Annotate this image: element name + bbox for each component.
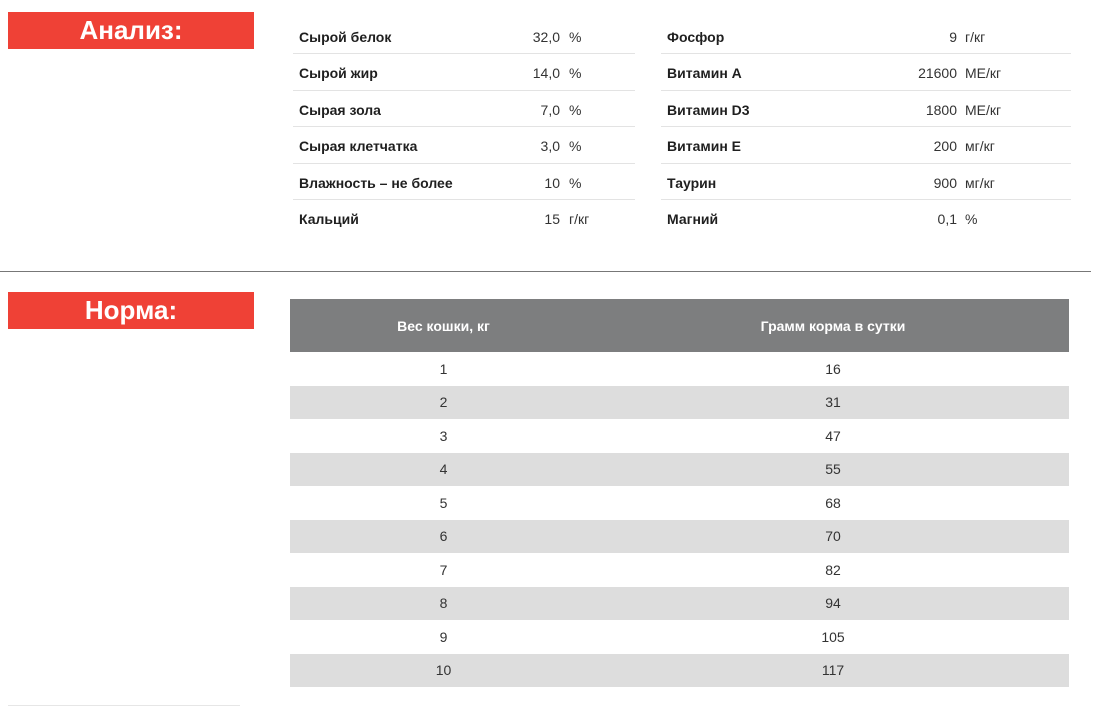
cat-weight-cell: 9 [290, 620, 597, 654]
analysis-name: Витамин E [667, 138, 742, 155]
analysis-value: 21600 [918, 65, 957, 82]
bottom-rule [8, 705, 240, 706]
analysis-right-column [661, 18, 1071, 236]
analysis-value: 14,0 [532, 65, 560, 82]
table-row [290, 486, 1069, 520]
table-header-row [290, 299, 1069, 352]
grams-per-day-cell: 82 [597, 553, 1069, 587]
analysis-value: 7,0 [540, 101, 560, 118]
grams-per-day-cell: 47 [597, 419, 1069, 453]
analysis-name: Сырой жир [299, 65, 378, 82]
analysis-value: 200 [933, 138, 957, 155]
header-grams-per-day: Грамм корма в сутки [597, 299, 1069, 352]
analysis-row [293, 164, 635, 200]
analysis-value: 1800 [925, 101, 957, 118]
analysis-name: Кальций [299, 210, 359, 227]
analysis-value: 0,1 [937, 210, 957, 227]
cat-weight-cell: 4 [290, 453, 597, 487]
analysis-unit: % [569, 29, 582, 45]
table-row [290, 520, 1069, 554]
grams-per-day-cell: 70 [597, 520, 1069, 554]
analysis-unit: мг/кг [965, 138, 995, 155]
analysis-left-column [293, 18, 635, 236]
analysis-row [661, 164, 1071, 200]
analysis-name: Влажность – не более [299, 174, 453, 191]
analysis-value: 15 [544, 210, 560, 227]
analysis-value: 32,0 [532, 29, 560, 45]
norm-section-title: Норма: [8, 292, 254, 329]
analysis-value: 10 [544, 174, 560, 191]
cat-weight-cell: 2 [290, 386, 597, 420]
analysis-row [661, 91, 1071, 127]
table-row [290, 386, 1069, 420]
analysis-row [661, 127, 1071, 163]
analysis-value: 3,0 [540, 138, 560, 155]
analysis-row [293, 200, 635, 236]
grams-per-day-cell: 16 [597, 352, 1069, 386]
analysis-name: Сырая зола [299, 101, 381, 118]
cat-weight-cell: 5 [290, 486, 597, 520]
analysis-unit: % [569, 174, 582, 191]
analysis-unit: г/кг [965, 29, 986, 45]
cat-weight-cell: 8 [290, 587, 597, 621]
grams-per-day-cell: 68 [597, 486, 1069, 520]
section-divider [0, 271, 1091, 272]
grams-per-day-cell: 117 [597, 654, 1069, 688]
analysis-name: Сырой белок [299, 29, 392, 45]
table-row [290, 352, 1069, 386]
analysis-name: Витамин D3 [667, 101, 750, 118]
grams-per-day-cell: 94 [597, 587, 1069, 621]
analysis-unit: МЕ/кг [965, 65, 1002, 82]
table-row [290, 654, 1069, 688]
analysis-name: Сырая клетчатка [299, 138, 418, 155]
cat-weight-cell: 10 [290, 654, 597, 688]
analysis-section-title: Анализ: [8, 12, 254, 49]
grams-per-day-cell: 31 [597, 386, 1069, 420]
cat-weight-cell: 3 [290, 419, 597, 453]
table-row [290, 587, 1069, 621]
analysis-row [293, 91, 635, 127]
analysis-value: 900 [933, 174, 957, 191]
analysis-unit: г/кг [569, 210, 590, 227]
analysis-name: Магний [667, 210, 719, 227]
analysis-unit: мг/кг [965, 174, 995, 191]
cat-weight-cell: 7 [290, 553, 597, 587]
table-row [290, 453, 1069, 487]
analysis-unit: МЕ/кг [965, 101, 1002, 118]
analysis-row [661, 54, 1071, 90]
analysis-unit: % [965, 210, 978, 227]
analysis-value: 9 [949, 29, 957, 45]
analysis-row [293, 127, 635, 163]
analysis-unit: % [569, 101, 582, 118]
cat-weight-cell: 6 [290, 520, 597, 554]
grams-per-day-cell: 105 [597, 620, 1069, 654]
table-row [290, 553, 1069, 587]
analysis-row [661, 200, 1071, 236]
analysis-row [293, 54, 635, 90]
analysis-unit: % [569, 138, 582, 155]
header-cat-weight: Вес кошки, кг [290, 299, 597, 352]
cat-weight-cell: 1 [290, 352, 597, 386]
analysis-row [661, 18, 1071, 54]
grams-per-day-cell: 55 [597, 453, 1069, 487]
table-row [290, 620, 1069, 654]
analysis-name: Таурин [667, 174, 717, 191]
table-row [290, 419, 1069, 453]
analysis-row [293, 18, 635, 54]
analysis-name: Фосфор [667, 29, 725, 45]
analysis-name: Витамин A [667, 65, 742, 82]
feeding-norm-table [290, 299, 1069, 687]
analysis-unit: % [569, 65, 582, 82]
